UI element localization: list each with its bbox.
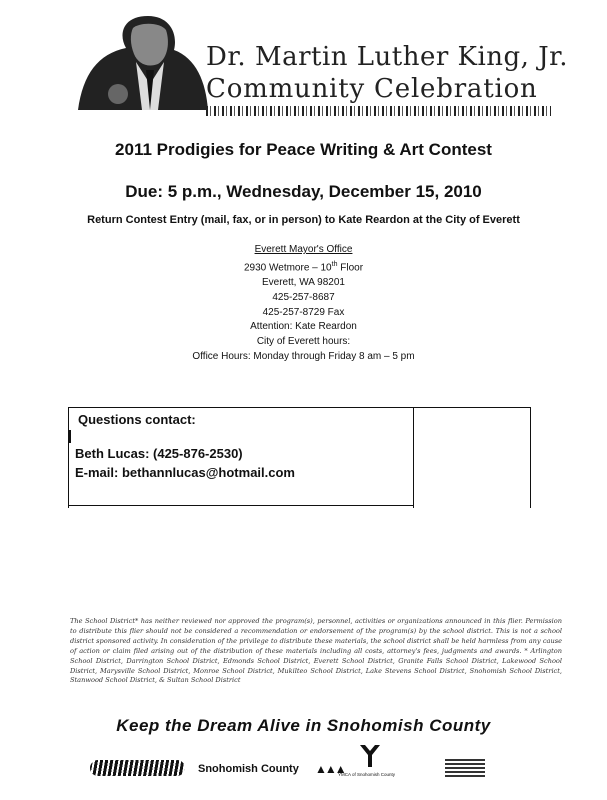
return-instructions: Return Contest Entry (mail, fax, or in person) to Kate Reardon at the City of Everett (87, 214, 520, 226)
fax-number: 425-257-8729 Fax (262, 306, 345, 318)
city-state-zip: Everett, WA 98201 (261, 276, 345, 288)
marchers-photo-strip (206, 106, 551, 116)
header-title-line1: Dr. Martin Luther King, Jr. (206, 42, 568, 72)
mlk-portrait (78, 14, 208, 110)
contest-title: 2011 Prodigies for Peace Writing & Art Contest (115, 140, 492, 159)
sponsor-logo-icon (90, 760, 185, 776)
attention-line: Attention: Kate Reardon (250, 321, 357, 333)
hours-label: City of Everett hours: (256, 336, 351, 348)
header-title-line2: Community Celebration (206, 74, 538, 104)
school-district-disclaimer: The School District* has neither reviewed nor approved the program(s), personnel, activities or organizations announced in this flier. Permission to distribute this flier should not be considered a recommendation or endorsement of the program(s) by the school district. This is not a school district sponsored activity. In consideration of the privilege to distribute these materials, the school district shall be held harmless from any cause of action or claim filed arising out of the distribution of these materials including all costs, attorney's fees, judgments and awards. * Arlington School District, Darrington School District, Edmonds School District, Everett School District, Granite Falls School District, Lakewood School District, Marysville School District, Monroe School District, Mukilteo School District, Lake Stevens School District, Snohomish School District, Stanwood School District, & Sultan School District (70, 617, 562, 685)
slogan: Keep the Dream Alive in Snohomish County (116, 716, 491, 735)
contact-phone: Beth Lucas: (425-876-2530) (75, 446, 243, 461)
sponsor-logos (90, 745, 510, 785)
ymca-caption: YMCA of Snohomish County (338, 772, 396, 777)
questions-box-bottom-rule (68, 505, 413, 506)
address-block (0, 243, 607, 365)
street-address: 2930 Wetmore – 10th Floor (243, 260, 364, 274)
questions-box-side-cell (413, 407, 531, 508)
office-name: Everett Mayor's Office (254, 244, 353, 255)
sponsor-logo-right-icon (445, 759, 485, 777)
office-hours: Office Hours: Monday through Friday 8 am – 5 pm (192, 350, 415, 362)
text-cursor-mark (69, 430, 71, 443)
contact-email: E-mail: bethannlucas@hotmail.com (75, 465, 295, 480)
questions-title: Questions contact: (78, 412, 196, 427)
snohomish-county-logo-text: Snohomish County (198, 763, 299, 775)
ymca-logo-icon (358, 745, 382, 767)
due-date: Due: 5 p.m., Wednesday, December 15, 2010 (125, 182, 482, 201)
header-banner (78, 14, 568, 112)
phone-number: 425-257-8687 (272, 291, 335, 303)
people-figures-icon: ▲▲▲ (315, 762, 345, 776)
